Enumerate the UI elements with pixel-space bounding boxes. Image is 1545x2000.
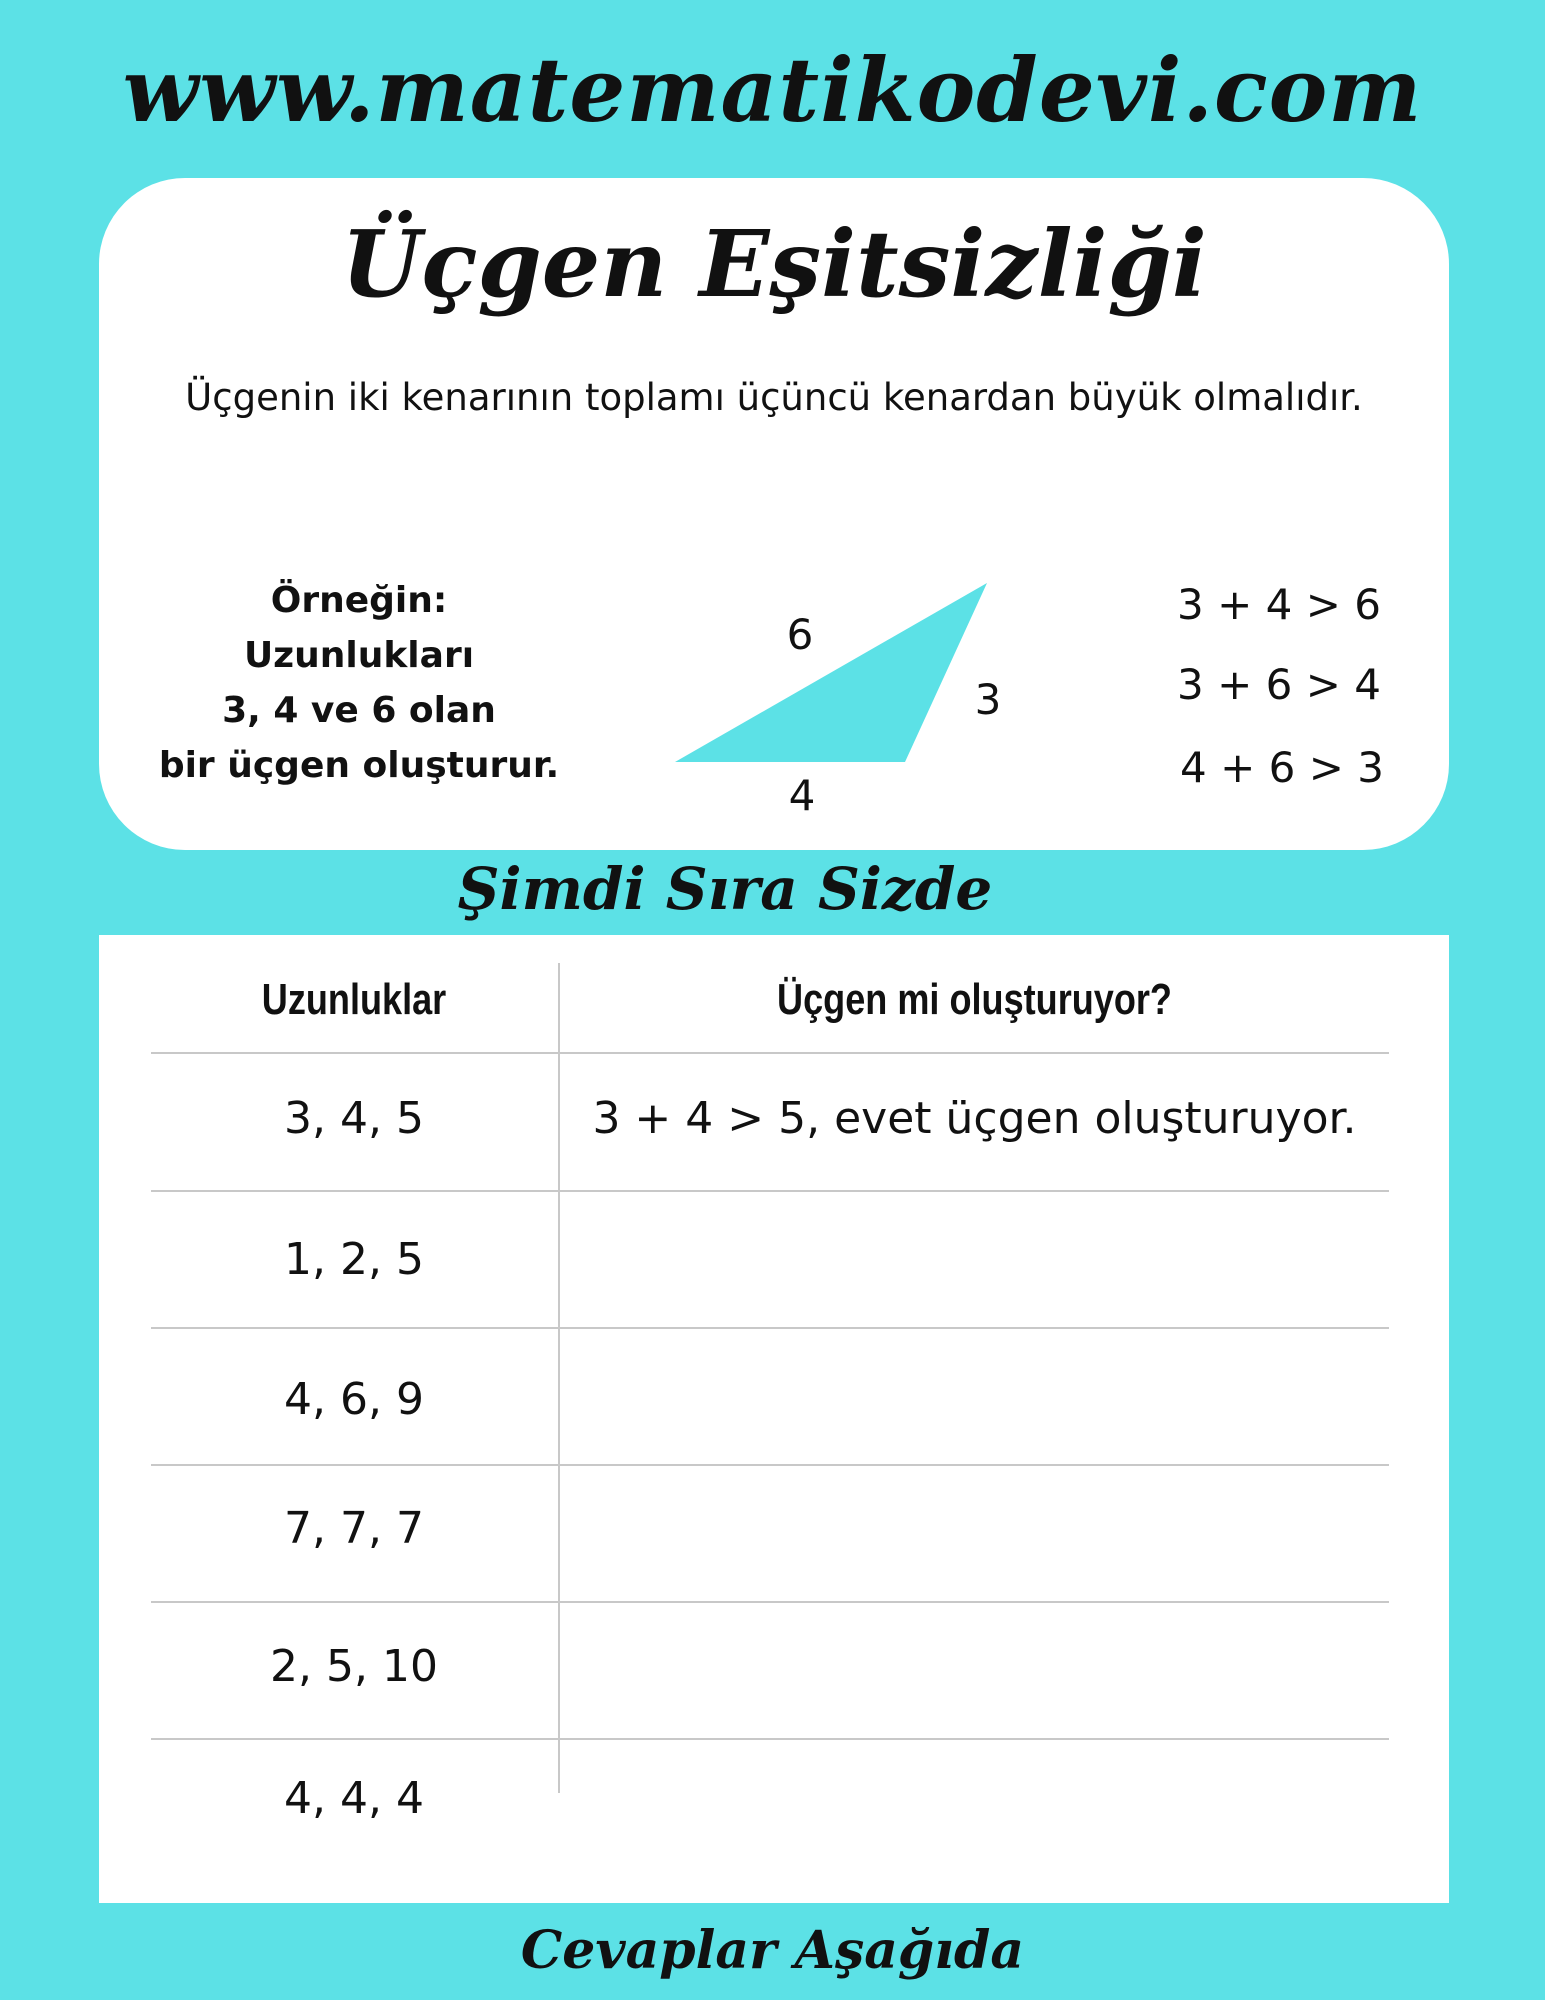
table-cell-lengths: 4, 6, 9 (284, 1374, 424, 1425)
row-divider (151, 1601, 1389, 1603)
table-cell-lengths: 2, 5, 10 (270, 1641, 438, 1692)
inequality-3: 4 + 6 > 3 (1180, 743, 1384, 792)
example-line: Örneğin: (270, 580, 448, 621)
triangle-side-label-top: 6 (786, 610, 814, 659)
row-divider (151, 1190, 1389, 1192)
row-divider (151, 1464, 1389, 1466)
table-header-lengths: Uzunluklar (261, 975, 447, 1024)
page-title: Üçgen Eşitsizliği (341, 210, 1207, 318)
triangle-shape (675, 583, 987, 762)
triangle-side-label-bottom: 4 (788, 771, 816, 820)
row-divider (151, 1738, 1389, 1740)
table-header-answer: Üçgen mi oluşturuyor? (777, 975, 1172, 1024)
intro-card (99, 178, 1449, 850)
row-divider (151, 1052, 1389, 1054)
section-title: Şimdi Sıra Sizde (457, 855, 993, 923)
table-cell-lengths: 7, 7, 7 (284, 1503, 424, 1554)
rule-text: Üçgenin iki kenarının toplamı üçüncü kenardan büyük olmalıdır. (185, 376, 1363, 419)
example-line: Uzunlukları (243, 635, 475, 676)
table-cell-lengths: 4, 4, 4 (284, 1773, 424, 1824)
inequality-1: 3 + 4 > 6 (1177, 580, 1381, 629)
table-cell-lengths: 1, 2, 5 (284, 1234, 424, 1285)
site-url: www.matematikodevi.com (122, 38, 1423, 142)
exercise-table (99, 935, 1449, 1903)
row-divider (151, 1327, 1389, 1329)
example-line: bir üçgen oluşturur. (158, 745, 560, 786)
answers-below-note: Cevaplar Aşağıda (520, 1920, 1025, 1981)
column-divider (558, 963, 560, 1793)
table-cell-lengths: 3, 4, 5 (284, 1093, 424, 1144)
triangle-side-label-right: 3 (974, 675, 1002, 724)
example-line: 3, 4 ve 6 olan (222, 690, 496, 731)
table-cell-answer[interactable]: 3 + 4 > 5, evet üçgen oluşturuyor. (592, 1093, 1357, 1144)
inequality-2: 3 + 6 > 4 (1177, 660, 1381, 709)
